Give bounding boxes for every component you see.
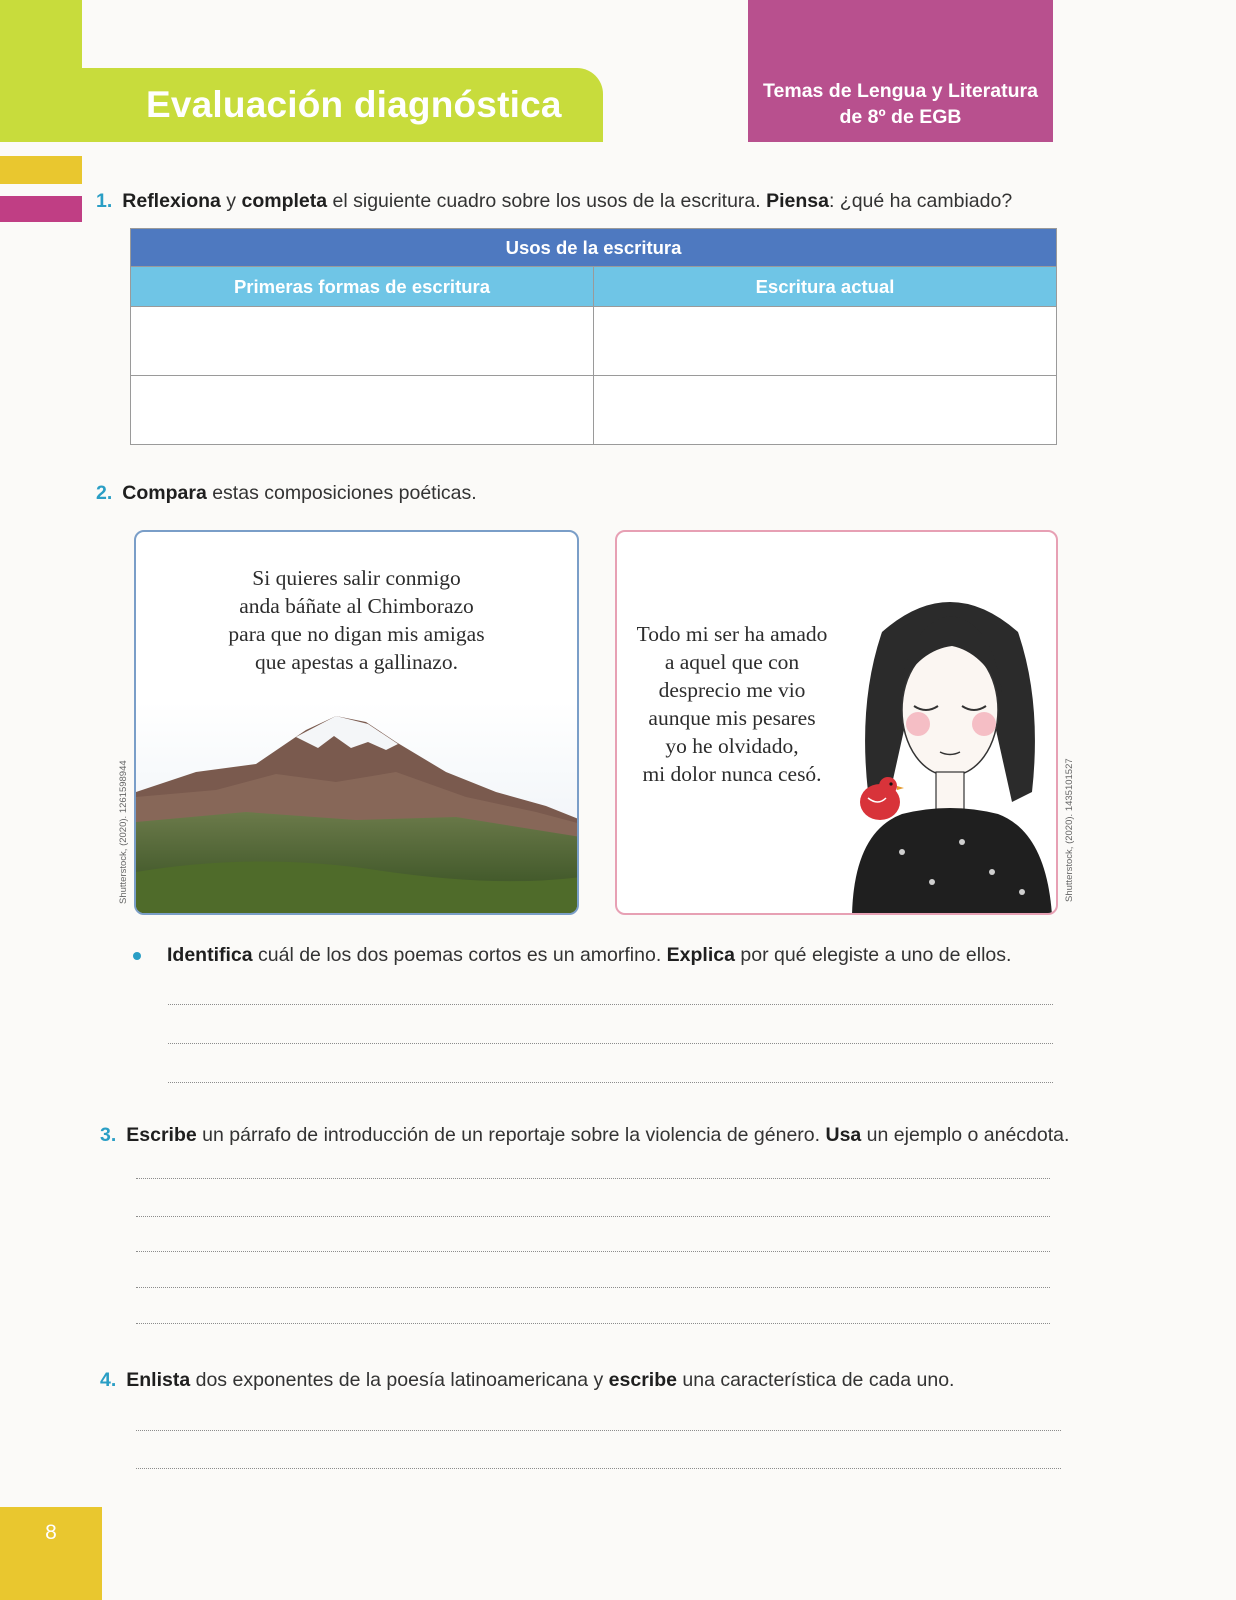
table-title: Usos de la escritura (131, 229, 1057, 267)
page-number-box (0, 1507, 102, 1600)
text: un ejemplo o anécdota. (861, 1124, 1070, 1146)
bullet-question (167, 942, 1011, 968)
decorative-yellow-tab (0, 156, 82, 184)
question-number: 1. (96, 190, 113, 212)
verb: Piensa (766, 190, 829, 212)
verb: escribe (608, 1369, 677, 1391)
mountain-image (136, 702, 579, 915)
answer-line[interactable] (136, 1178, 1050, 1179)
title-band (0, 68, 603, 142)
question-number: 2. (96, 482, 113, 504)
text: el siguiente cuadro sobre los usos de la escritura. (327, 190, 767, 212)
woman-illustration (842, 592, 1058, 915)
subject-line-1: Temas de Lengua y Literatura (763, 80, 1038, 102)
poem-line: para que no digan mis amigas (228, 622, 485, 646)
page-number: 8 (45, 1521, 57, 1544)
question-1 (96, 188, 1012, 214)
verb: Reflexiona (122, 190, 221, 212)
poem-line: a aquel que con (664, 650, 800, 674)
question-number: 3. (100, 1124, 117, 1146)
text: una característica de cada uno. (676, 1369, 955, 1391)
text: un párrafo de introducción de un reportaje sobre la violencia de género. (196, 1124, 826, 1146)
bullet-dot (133, 952, 141, 960)
question-number: 4. (100, 1369, 117, 1391)
subject-line-2: de 8º de EGB (839, 106, 962, 128)
subject-box (748, 0, 1053, 142)
answer-cell[interactable] (131, 307, 594, 376)
poem-line: desprecio me vio (658, 678, 806, 702)
question-3 (100, 1122, 1069, 1148)
poem-2-text (617, 620, 847, 788)
poem-box-chimborazo (134, 530, 579, 915)
column-header-primeras: Primeras formas de escritura (131, 267, 594, 307)
answer-line[interactable] (136, 1251, 1050, 1252)
answer-line[interactable] (136, 1287, 1050, 1288)
verb: Escribe (126, 1124, 197, 1146)
text: dos exponentes de la poesía latinoamericana y (190, 1369, 609, 1391)
usos-escritura-table (130, 228, 1057, 445)
answer-line[interactable] (168, 1043, 1053, 1044)
answer-line[interactable] (136, 1468, 1061, 1469)
image-credit-1: Shutterstock, (2020). 1261598944 (118, 760, 129, 904)
text: y (220, 190, 242, 212)
poem-line: Todo mi ser ha amado (636, 622, 828, 646)
answer-line[interactable] (136, 1430, 1061, 1431)
poem-line: que apestas a gallinazo. (255, 650, 458, 674)
verb: Enlista (126, 1369, 191, 1391)
answer-line[interactable] (168, 1082, 1053, 1083)
answer-cell[interactable] (594, 376, 1057, 445)
question-4 (100, 1367, 954, 1393)
answer-line[interactable] (136, 1323, 1050, 1324)
verb: Explica (666, 944, 735, 966)
text: estas composiciones poéticas. (206, 482, 477, 504)
verb: Usa (825, 1124, 862, 1146)
verb: completa (241, 190, 328, 212)
answer-line[interactable] (168, 1004, 1053, 1005)
poem-line: aunque mis pesares (648, 706, 816, 730)
decorative-pink-tab (0, 196, 82, 222)
column-header-actual: Escritura actual (594, 267, 1057, 307)
poem-line: yo he olvidado, (665, 734, 799, 758)
page-title: Evaluación diagnóstica (146, 84, 562, 125)
poem-1-text (136, 564, 577, 676)
answer-cell[interactable] (594, 307, 1057, 376)
answer-line[interactable] (136, 1216, 1050, 1217)
image-credit-2: Shutterstock, (2020). 1435101527 (1064, 758, 1075, 902)
poem-line: anda báñate al Chimborazo (239, 594, 474, 618)
text: cuál de los dos poemas cortos es un amorfino. (252, 944, 667, 966)
verb: Identifica (167, 944, 253, 966)
poem-line: Si quieres salir conmigo (252, 566, 461, 590)
question-2 (96, 480, 477, 506)
text: : ¿qué ha cambiado? (828, 190, 1013, 212)
text: por qué elegiste a uno de ellos. (734, 944, 1012, 966)
poem-box-woman (615, 530, 1058, 915)
poem-line: mi dolor nunca cesó. (642, 762, 822, 786)
verb: Compara (122, 482, 207, 504)
answer-cell[interactable] (131, 376, 594, 445)
